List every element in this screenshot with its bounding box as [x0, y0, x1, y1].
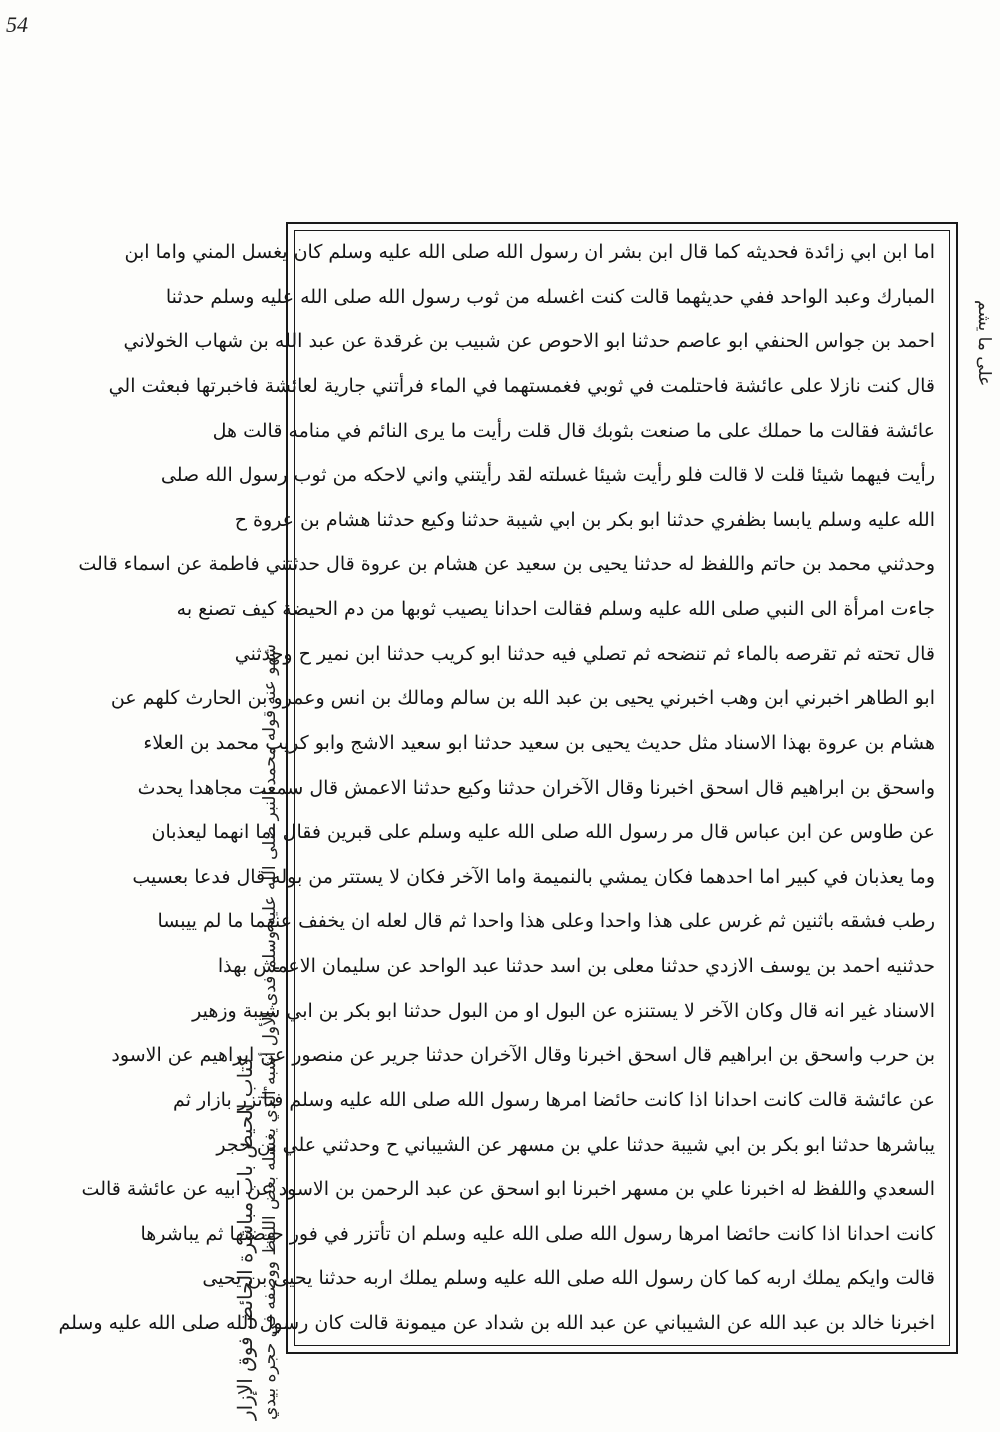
manuscript-line: كانت احدانا اذا كانت حائضا امرها رسول الله صلى الله عليه وسلم ان تأتزر في فور حيضتها ثم يباشرها	[140, 1222, 935, 1245]
manuscript-line: هشام بن عروة بهذا الاسناد مثل حديث يحيى بن سعيد حدثنا ابو سعيد الاشج وابو كريب محمد بن العلاء	[143, 731, 935, 754]
manuscript-line: ابو الطاهر اخبرني ابن وهب اخبرني يحيى بن عبد الله بن سالم ومالك بن انس وعمرو بن الحارث كلهم عن	[110, 687, 935, 710]
manuscript-line: السعدي واللفظ له اخبرنا علي بن مسهر اخبرنا ابو اسحق عن عبد الرحمن بن الاسود عن ابيه عن عائشة قالت	[81, 1178, 935, 1201]
manuscript-line: رأيت فيهما شيئا قلت لا قالت فلو رأيت شيئا غسلته لقد رأيتني واني لاحكه من ثوب رسول الله صلى	[160, 464, 935, 487]
manuscript-line: الاسناد غير انه قال وكان الآخر لا يستنزه عن البول او من البول حدثنا ابو بكر بن ابي شيبة وزهير	[192, 999, 935, 1022]
manuscript-line: قالت وايكم يملك اربه كما كان رسول الله صلى الله عليه وسلم يملك اربه حدثنا يحيى بن يحيى	[202, 1267, 935, 1290]
manuscript-line: حدثنيه احمد بن يوسف الازدي حدثنا معلى بن اسد حدثنا عبد الواحد عن سليمان الاعمش بهذا	[217, 955, 935, 977]
manuscript-line: وحدثني محمد بن حاتم واللفظ له حدثنا يحيى بن سعيد عن هشام بن عروة قال حدثتني فاطمة عن اسماء قالت	[78, 553, 935, 576]
manuscript-line: واسحق بن ابراهيم قال اسحق اخبرنا وقال الآخران حدثنا وكيع حدثنا الاعمش قال سمعت مجاهدا يحدث	[137, 776, 935, 799]
manuscript-line: اخبرنا خالد بن عبد الله عن الشيباني عن عبد الله بن شداد عن ميمونة قالت كان رسول الله صلى الله عليه وسلم	[58, 1312, 935, 1334]
manuscript-line: عائشة فقالت ما حملك على ما صنعت بثوبك قال قلت رأيت ما يرى النائم في منامه قالت هل	[212, 419, 935, 442]
margin-note-right: علی ما یشم	[974, 300, 994, 387]
manuscript-line: قال كنت نازلا على عائشة فاحتلمت في ثوبي فغمستهما في الماء فرأتني جارية لعائشة فاخبرتها فبعثت الي	[108, 374, 935, 397]
manuscript-line: عن طاوس عن ابن عباس قال مر رسول الله صلى الله عليه وسلم على قبرين فقال اما انهما ليعذبان	[151, 821, 935, 844]
manuscript-line: قال تحته ثم تقرصه بالماء ثم تنضحه ثم تصلي فيه حدثنا ابو كريب حدثنا ابن نمير ح وحدثني	[234, 642, 935, 665]
manuscript-line: الله عليه وسلم يابسا بظفري حدثنا ابو بكر بن ابي شيبة حدثنا وكيع حدثنا هشام بن عروة ح	[234, 508, 935, 531]
manuscript-line: يباشرها حدثنا ابو بكر بن ابي شيبة حدثنا علي بن مسهر عن الشيباني ح وحدثني علي بن حجر	[216, 1133, 935, 1156]
chapter-heading: كتاب الحيض باب مباشرة الحائض فوق الإزار	[233, 1056, 257, 1420]
manuscript-line: بن حرب واسحق بن ابراهيم قال اسحق اخبرنا وقال الآخران حدثنا جرير عن منصور عن ابراهيم عن الاسود	[111, 1044, 935, 1067]
page-number: 54	[6, 12, 28, 37]
manuscript-line: المبارك وعبد الواحد ففي حديثهما قالت كنت اغسله من ثوب رسول الله صلى الله عليه وسلم حدثنا	[165, 285, 935, 308]
manuscript-line: عن عائشة قالت كانت احدانا اذا كانت حائضا امرها رسول الله صلى الله عليه وسلم فتأتزر بازار ثم	[173, 1088, 935, 1111]
manuscript-line: اما ابن ابي زائدة فحديثه كما قال ابن بشر ان رسول الله صلى الله عليه وسلم كان يغسل المني واما ابن	[124, 241, 935, 263]
margin-gloss: شهو عنه قوله محمد النبر صلى الله عليه وسلم فدى الأول أشبه الذي يغسله بعض اللفظ ووصفه في حجره بيدي	[260, 643, 280, 1420]
manuscript-line: احمد بن جواس الحنفي ابو عاصم حدثنا ابو الاحوص عن شبيب بن غرقدة عن عبد الله بن شهاب الخولاني	[123, 330, 935, 353]
manuscript-line: رطب فشقه باثنين ثم غرس على هذا واحدا وعلى هذا واحدا ثم قال لعله ان يخفف عنهما ما لم ييبسا	[157, 910, 935, 933]
manuscript-line: جاءت امرأة الى النبي صلى الله عليه وسلم فقالت احدانا يصيب ثوبها من دم الحيضة كيف تصنع به	[176, 598, 935, 620]
manuscript-line: وما يعذبان في كبير اما احدهما فكان يمشي بالنميمة واما الآخر فكان لا يستتر من بوله قال فدعا بعسيب	[132, 865, 935, 888]
